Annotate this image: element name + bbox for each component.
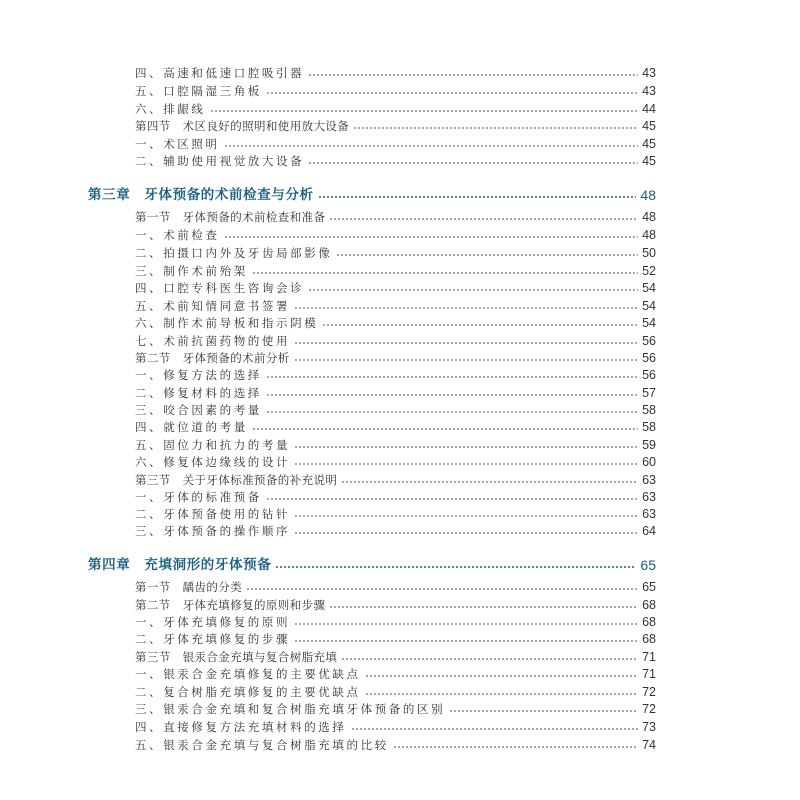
toc-item-entry bbox=[135, 297, 656, 315]
toc-item-entry bbox=[135, 332, 656, 350]
dot-leader bbox=[329, 218, 638, 220]
toc-item-entry bbox=[135, 279, 656, 297]
dot-leader bbox=[266, 394, 638, 396]
toc-entry-title: 四、高速和低速口腔吸引器 bbox=[135, 66, 305, 80]
dot-leader bbox=[252, 272, 638, 274]
toc-entry-title: 第一节 龋齿的分类 bbox=[135, 580, 243, 594]
toc-item-entry bbox=[135, 226, 656, 244]
toc-item-entry bbox=[135, 418, 656, 436]
toc-entry-title: 六、修复体边缘线的设计 bbox=[135, 455, 291, 469]
toc-entry-title: 二、复合树脂充填修复的主要优缺点 bbox=[135, 685, 361, 699]
toc-section-entry bbox=[135, 648, 656, 666]
toc-chapter-entry bbox=[88, 554, 656, 576]
toc-item-entry bbox=[135, 630, 656, 648]
toc-entry-title: 第三节 银汞合金充填与复合树脂充填 bbox=[135, 650, 338, 664]
toc-entry-page-number: 45 bbox=[642, 137, 656, 151]
toc-item-entry bbox=[135, 100, 656, 118]
toc-entry-page-number: 72 bbox=[642, 702, 656, 716]
toc-section-entry bbox=[135, 208, 656, 226]
dot-leader bbox=[224, 145, 638, 147]
toc-entry-page-number: 72 bbox=[642, 685, 656, 699]
toc-entry-page-number: 68 bbox=[642, 632, 656, 646]
dot-leader bbox=[210, 110, 639, 112]
toc-entry-title: 四、口腔专科医生咨询会诊 bbox=[135, 281, 305, 295]
toc-item-entry bbox=[135, 683, 656, 701]
toc-entry-page-number: 60 bbox=[642, 455, 656, 469]
toc-entry-title: 第二节 牙体充填修复的原则和步骤 bbox=[135, 598, 326, 612]
toc-entry-title: 三、银汞合金充填和复合树脂充填牙体预备的区别 bbox=[135, 702, 446, 716]
dot-leader bbox=[449, 710, 638, 712]
toc-entry-title: 第三节 关于牙体标准预备的补充说明 bbox=[135, 473, 338, 487]
toc-entry-page-number: 52 bbox=[642, 264, 656, 278]
toc-entry-title: 第二节 牙体预备的术前分析 bbox=[135, 351, 290, 365]
toc-item-entry bbox=[135, 135, 656, 153]
toc-entry-title: 三、制作术前殆架 bbox=[135, 264, 248, 278]
toc-entry-title: 第一节 牙体预备的术前检查和准备 bbox=[135, 210, 326, 224]
toc-entry-page-number: 56 bbox=[642, 368, 656, 382]
dot-leader bbox=[341, 481, 638, 483]
toc-entry-page-number: 68 bbox=[642, 598, 656, 612]
dot-leader bbox=[329, 606, 638, 608]
toc-entry-page-number: 63 bbox=[642, 490, 656, 504]
dot-leader bbox=[318, 196, 637, 198]
toc-entry-page-number: 54 bbox=[642, 281, 656, 295]
dot-leader bbox=[294, 359, 638, 361]
toc-entry-title: 五、银汞合金充填与复合树脂充填的比较 bbox=[135, 738, 389, 752]
toc-item-entry bbox=[135, 736, 656, 754]
dot-leader bbox=[266, 411, 638, 413]
dot-leader bbox=[353, 127, 638, 129]
toc-entry-title: 二、辅助使用视觉放大设备 bbox=[135, 154, 305, 168]
toc-entry-title: 六、排龈线 bbox=[135, 102, 206, 116]
toc-entry-title: 二、拍摄口内外及牙齿局部影像 bbox=[135, 246, 333, 260]
toc-entry-page-number: 63 bbox=[642, 473, 656, 487]
toc-entry-title: 一、牙体的标准预备 bbox=[135, 490, 262, 504]
toc-entry-title: 五、术前知情同意书签署 bbox=[135, 299, 291, 313]
dot-leader bbox=[308, 74, 638, 76]
toc-entry-title: 七、术前抗菌药物的使用 bbox=[135, 334, 291, 348]
dot-leader bbox=[393, 746, 638, 748]
toc-entry-page-number: 54 bbox=[642, 316, 656, 330]
toc-section-entry bbox=[135, 578, 656, 596]
toc-entry-title: 第四节 术区良好的照明和使用放大设备 bbox=[135, 119, 350, 133]
toc-entry-page-number: 65 bbox=[640, 557, 656, 573]
toc-entry-title: 一、术前检查 bbox=[135, 228, 220, 242]
toc-entry-title: 四、直接修复方法充填材料的选择 bbox=[135, 720, 347, 734]
toc-entry-page-number: 56 bbox=[642, 334, 656, 348]
toc-entry-page-number: 64 bbox=[642, 524, 656, 538]
toc-entry-page-number: 48 bbox=[642, 210, 656, 224]
toc-entry-page-number: 73 bbox=[642, 720, 656, 734]
toc-entry-page-number: 68 bbox=[642, 615, 656, 629]
toc-entry-title: 一、牙体充填修复的原则 bbox=[135, 615, 291, 629]
toc-entry-title: 二、牙体预备使用的钻针 bbox=[135, 507, 291, 521]
toc-section-entry bbox=[135, 349, 656, 367]
dot-leader bbox=[365, 675, 638, 677]
toc-entry-page-number: 48 bbox=[642, 228, 656, 242]
toc-item-entry bbox=[135, 522, 656, 540]
toc-entry-title: 二、修复材料的选择 bbox=[135, 386, 262, 400]
toc-entry-page-number: 45 bbox=[642, 119, 656, 133]
dot-leader bbox=[266, 498, 638, 500]
dot-leader bbox=[294, 463, 638, 465]
dot-leader bbox=[246, 588, 638, 590]
toc-entry-page-number: 44 bbox=[642, 102, 656, 116]
toc-item-entry bbox=[135, 453, 656, 471]
toc-item-entry bbox=[135, 613, 656, 631]
toc-entry-page-number: 58 bbox=[642, 420, 656, 434]
toc-entry-title: 二、牙体充填修复的步骤 bbox=[135, 632, 291, 646]
toc-item-entry bbox=[135, 64, 656, 82]
toc-item-entry bbox=[135, 384, 656, 402]
dot-leader bbox=[294, 342, 638, 344]
toc-section-entry bbox=[135, 117, 656, 135]
toc-entry-title: 一、修复方法的选择 bbox=[135, 368, 262, 382]
toc-item-entry bbox=[135, 401, 656, 419]
dot-leader bbox=[224, 236, 638, 238]
dot-leader bbox=[275, 566, 636, 568]
toc-entry-page-number: 54 bbox=[642, 299, 656, 313]
toc-item-entry bbox=[135, 505, 656, 523]
toc-entry-title: 五、固位力和抗力的考量 bbox=[135, 438, 291, 452]
toc-entry-page-number: 43 bbox=[642, 84, 656, 98]
toc-item-entry bbox=[135, 436, 656, 454]
toc-entry-page-number: 50 bbox=[642, 246, 656, 260]
toc-item-entry bbox=[135, 718, 656, 736]
dot-leader bbox=[308, 289, 638, 291]
toc-item-entry bbox=[135, 244, 656, 262]
toc-entry-page-number: 59 bbox=[642, 438, 656, 452]
dot-leader bbox=[294, 446, 638, 448]
toc-entry-title: 四、就位道的考量 bbox=[135, 420, 248, 434]
toc-entry-title: 第三章 牙体预备的术前检查与分析 bbox=[88, 187, 314, 203]
toc-item-entry bbox=[135, 262, 656, 280]
toc-item-entry bbox=[135, 488, 656, 506]
toc-chapter-entry bbox=[88, 184, 656, 206]
toc-entry-page-number: 57 bbox=[642, 386, 656, 400]
toc-entry-title: 一、术区照明 bbox=[135, 137, 220, 151]
dot-leader bbox=[266, 376, 638, 378]
toc-section-entry bbox=[135, 596, 656, 614]
toc-item-entry bbox=[135, 82, 656, 100]
toc-entry-page-number: 43 bbox=[642, 66, 656, 80]
toc-item-entry bbox=[135, 314, 656, 332]
toc-entry-title: 六、制作术前导板和指示阴模 bbox=[135, 316, 319, 330]
dot-leader bbox=[308, 162, 638, 164]
dot-leader bbox=[322, 324, 638, 326]
toc-item-entry bbox=[135, 366, 656, 384]
dot-leader bbox=[294, 532, 638, 534]
toc-item-entry bbox=[135, 152, 656, 170]
toc-entry-page-number: 58 bbox=[642, 403, 656, 417]
dot-leader bbox=[294, 515, 638, 517]
toc-item-entry bbox=[135, 700, 656, 718]
dot-leader bbox=[294, 307, 638, 309]
toc-entry-title: 五、口腔隔湿三角板 bbox=[135, 84, 262, 98]
dot-leader bbox=[294, 623, 638, 625]
toc-entry-page-number: 71 bbox=[642, 667, 656, 681]
toc-entry-page-number: 45 bbox=[642, 154, 656, 168]
toc-entry-page-number: 71 bbox=[642, 650, 656, 664]
toc-section-entry bbox=[135, 471, 656, 489]
toc-entry-page-number: 48 bbox=[640, 187, 656, 203]
toc-entry-page-number: 56 bbox=[642, 351, 656, 365]
dot-leader bbox=[294, 640, 638, 642]
toc-item-entry bbox=[135, 665, 656, 683]
dot-leader bbox=[266, 92, 638, 94]
dot-leader bbox=[252, 428, 638, 430]
dot-leader bbox=[351, 728, 639, 730]
toc-entry-page-number: 74 bbox=[642, 738, 656, 752]
dot-leader bbox=[365, 693, 638, 695]
toc-entry-page-number: 63 bbox=[642, 507, 656, 521]
dot-leader bbox=[336, 254, 638, 256]
toc-entry-title: 三、牙体预备的操作顺序 bbox=[135, 524, 291, 538]
toc-entry-title: 第四章 充填洞形的牙体预备 bbox=[88, 557, 272, 573]
dot-leader bbox=[341, 658, 638, 660]
toc-entry-title: 一、银汞合金充填修复的主要优缺点 bbox=[135, 667, 361, 681]
toc-entry-page-number: 65 bbox=[642, 580, 656, 594]
toc-entry-title: 三、咬合因素的考量 bbox=[135, 403, 262, 417]
